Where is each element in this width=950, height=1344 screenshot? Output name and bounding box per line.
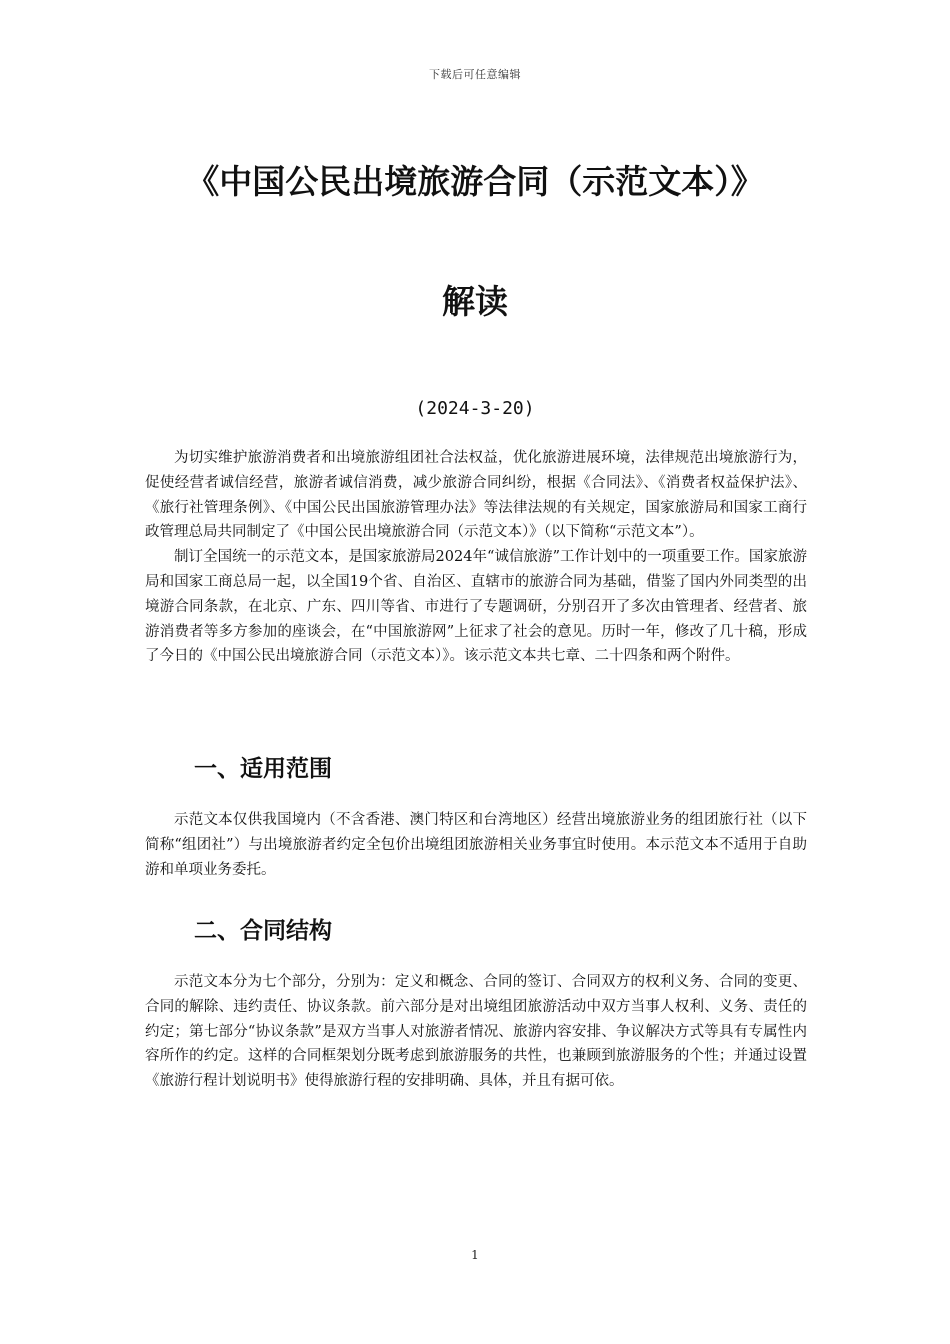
section-paragraph: 示范文本仅供我国境内（不含香港、澳门特区和台湾地区）经营出境旅游业务的组团旅行社（以下简称“组团社”）与出境旅游者约定全包价出境组团旅游相关业务事宜时使用。本示范文本不适用于自助游和单项业务委托。 [145, 812, 807, 878]
section-paragraph: 示范文本分为七个部分，分别为：定义和概念、合同的签订、合同双方的权利义务、合同的变更、合同的解除、违约责任、协议条款。前六部分是对出境组团旅游活动中双方当事人权利、义务、责任的约定；第七部分“协议条款”是双方当事人对旅游者情况、旅游内容安排、争议解决方式等具有专属性内容所作的约定。这样的合同框架划分既考虑到旅游服务的共性，也兼顾到旅游服务的个性；并通过设置《旅游行程计划说明书》使得旅游行程的安排明确、具体，并且有据可依。 [145, 974, 807, 1090]
intro-paragraph: 制订全国统一的示范文本，是国家旅游局2024年“诚信旅游”工作计划中的一项重要工作。国家旅游局和国家工商总局一起，以全国19个省、自治区、直辖市的旅游合同为基础，借鉴了国内外同类型的出境游合同条款，在北京、广东、四川等省、市进行了专题调研，分别召开了多次由管理者、经营者、旅游消费者等多方参加的座谈会，在“中国旅游网”上征求了社会的意见。历时一年，修改了几十稿，形成了今日的《中国公民出境旅游合同（示范文本）》。该示范文本共七章、二十四条和两个附件。 [145, 549, 807, 665]
page-number: 1 [471, 1248, 479, 1262]
header-note: 下载后可任意编辑 [429, 68, 521, 81]
document-date: (2024-3-20) [415, 398, 535, 419]
section-structure-body [145, 970, 807, 1094]
intro-section [145, 446, 807, 669]
document-title: 《中国公民出境旅游合同（示范文本）》 [186, 162, 764, 201]
intro-paragraph: 为切实维护旅游消费者和出境旅游组团社合法权益，优化旅游进展环境，法律规范出境旅游行为，促使经营者诚信经营，旅游者诚信消费，减少旅游合同纠纷，根据《合同法》、《消费者权益保护法》、《旅行社管理条例》、《中国公民出国旅游管理办法》等法律法规的有关规定，国家旅游局和国家工商行政管理总局共同制定了《中国公民出境旅游合同（示范文本）》（以下简称“示范文本”）。 [145, 450, 807, 541]
section-heading-scope: 一、适用范围 [194, 756, 332, 782]
section-scope-body [145, 808, 807, 882]
document-subtitle: 解读 [442, 282, 508, 321]
section-heading-structure: 二、合同结构 [194, 918, 332, 944]
